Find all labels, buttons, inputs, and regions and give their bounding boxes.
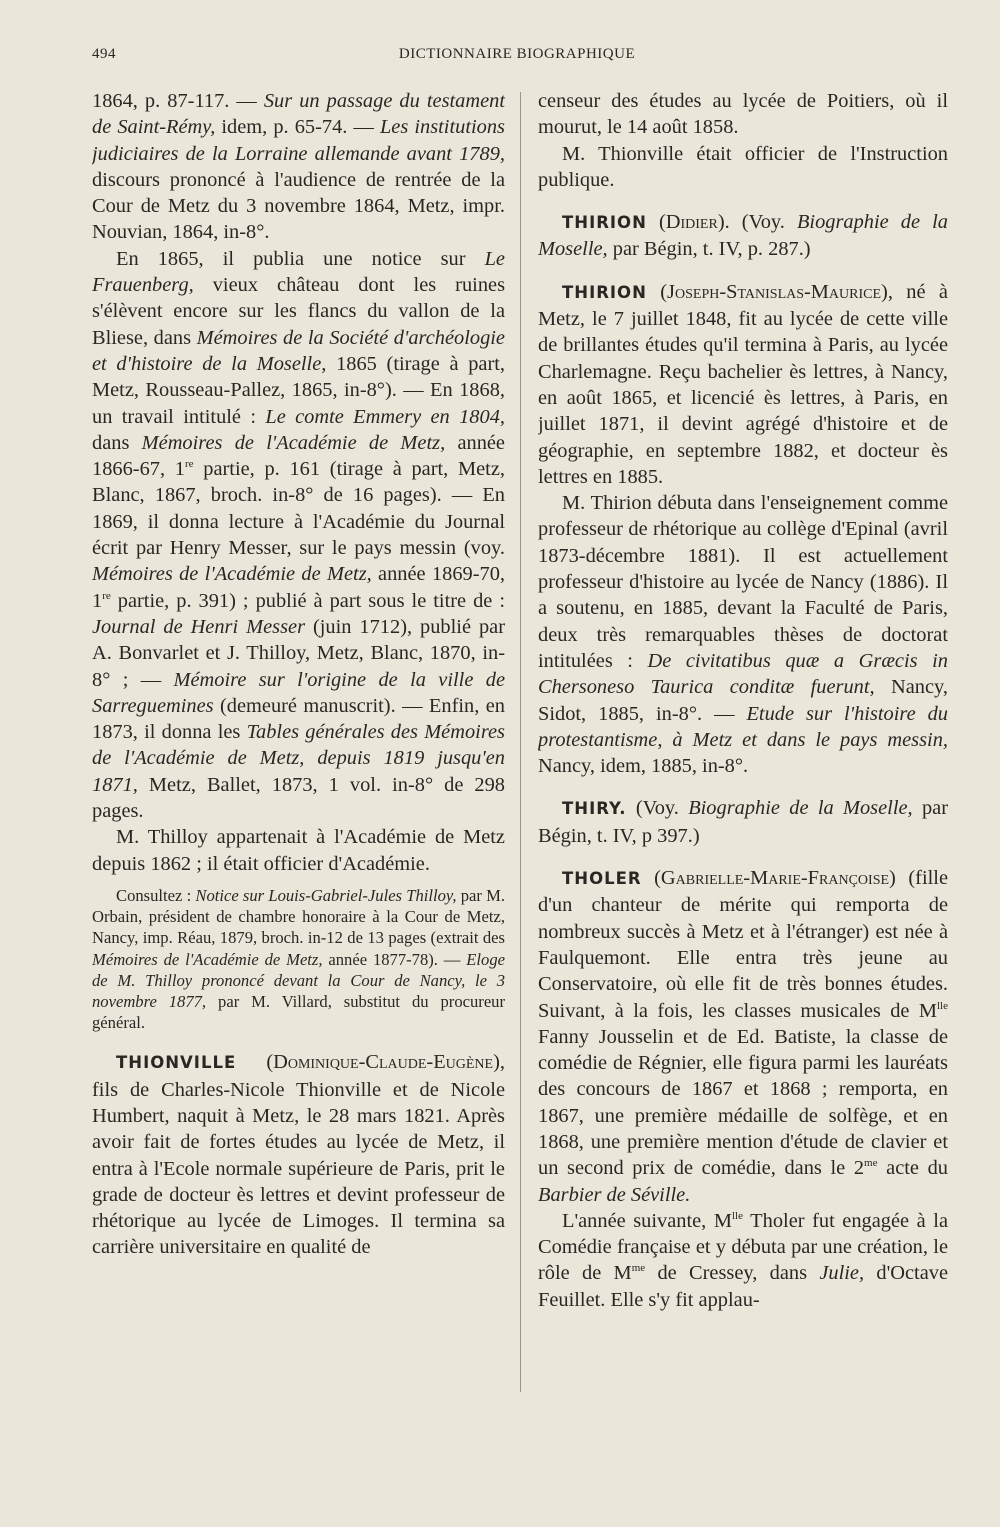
- text-run: par Bégin, t. IV, p 397.): [538, 797, 948, 847]
- text-run: Fanny Jousselin et de Ed. Batiste, la classe de comédie de Régnier, elle figura parmi les lauréats des concours de 1867 et 1868 ; remporta, en 1867, une première médaille de solfège, et en 1868, une première mention d'étude de clavier et un second prix de comédie, dans le 2: [538, 1025, 948, 1180]
- entry-thiry: [538, 795, 948, 849]
- work-title: Le Frauenberg,: [92, 247, 505, 297]
- text-run: Nancy, idem, 1885, in-8°.: [538, 755, 749, 778]
- entry-thirion-joseph: [538, 279, 948, 490]
- work-title: Julie,: [819, 1262, 865, 1285]
- superscript: lle: [937, 999, 948, 1012]
- text-run: année 1866-67, 1: [92, 431, 505, 481]
- text-run: (Voy.: [729, 211, 797, 234]
- text-run: dans: [92, 431, 142, 454]
- text-run: (fille d'un chanteur de mérite qui remporta de nombreux succès à Metz et à l'étranger) est née à Faulquemont. Elle entra très jeune au Conservatoire, où elle fit de très bonnes études. Suivant, à la fois, les classes musicales de M: [538, 867, 948, 1022]
- headword: THIONVILLE: [116, 1053, 237, 1073]
- text-run: de Cressey, dans: [645, 1262, 820, 1285]
- text-run: En 1865, il publia une notice sur: [116, 247, 485, 270]
- text-run: par M. Villard, substitut du procureur général.: [92, 991, 505, 1033]
- spacer: [538, 849, 948, 865]
- text-run: 1865 (tirage à part, Metz, Rousseau-Pallez, 1865, in-8°). — En 1868, un travail intitulé :: [92, 352, 505, 428]
- work-title: Mémoires de l'Académie de Metz,: [92, 949, 323, 969]
- work-title: Biographie de la Moselle,: [538, 211, 948, 261]
- thilloy-publications-paragraph: [92, 246, 505, 825]
- thionville-paragraph-2: M. Thionville était officier de l'Instruction publique.: [538, 142, 948, 191]
- spacer: [92, 1033, 505, 1049]
- text-run: fils de Charles-Nicole Thionville et de Nicole Humbert, naquit à Metz, le 28 mars 1821. Après avoir fait de fortes études au lycée de Metz, il entra à l'Ecole normale supérieure de Paris, prit le grade de docteur ès lettres et devint professeur de rhétorique au lycée de Limoges. Il termina sa carrière universitaire en qualité de: [92, 1078, 505, 1259]
- entry-tholer: [538, 865, 948, 1208]
- work-title: De civitatibus quæ a Græcis in Chersoneso Taurica conditæ fuerunt,: [538, 649, 948, 699]
- text-run: par Bégin, t. IV, p. 287.): [607, 238, 811, 261]
- column-divider: [520, 92, 521, 1392]
- text-run: année 1869-70, 1: [92, 563, 505, 612]
- text-run: partie, p. 391) ; publié à part sous le titre de :: [110, 589, 505, 612]
- thilloy-academy-paragraph: M. Thilloy appartenait à l'Académie de Metz depuis 1862 ; il était officier d'Académie.: [92, 826, 505, 875]
- given-names: (Gabrielle-Marie-Françoise): [654, 867, 896, 890]
- work-title: Barbier de Séville.: [538, 1183, 691, 1206]
- text-run: discours prononcé à l'audience de rentrée de la Cour de Metz du 3 novembre 1864, Metz, impr. Nouvian, 1864, in-8°.: [92, 168, 505, 244]
- page-header: [92, 46, 942, 72]
- work-title: Mémoires de l'Académie de Metz,: [92, 563, 372, 586]
- headword: THIRION: [562, 213, 647, 233]
- given-names: (Didier).: [658, 211, 730, 234]
- text-run: vieux château dont les ruines s'élèvent encore sur les flancs du vallon de la Bliese, dans: [92, 274, 505, 349]
- work-title: Mémoires de l'Académie de Metz,: [141, 431, 446, 454]
- work-title: Mémoire sur l'origine de la ville de Sarreguemines: [92, 668, 505, 717]
- thilloy-works-paragraph: [92, 88, 505, 246]
- work-title: Sur un passage du testament de Saint-Rémy,: [92, 90, 505, 139]
- text-run: (demeuré manuscrit). — Enfin, en 1873, il donna les: [92, 694, 505, 744]
- text-run: Tholer fut engagée à la Comédie française et y débuta par une création, le rôle de M: [538, 1209, 948, 1285]
- entry-thirion-didier: [538, 209, 948, 263]
- text-run: Consultez :: [116, 885, 196, 905]
- thilloy-sources-note: [92, 885, 505, 1033]
- work-title: Eloge de M. Thilloy prononcé devant la Cour de Nancy, le 3 novembre 1877,: [92, 949, 505, 1011]
- work-title: Notice sur Louis-Gabriel-Jules Thilloy,: [195, 885, 457, 905]
- text-run: Metz, Ballet, 1873, 1 vol. in-8° de 298 pages.: [92, 773, 505, 823]
- text-run: né à Metz, le 7 juillet 1848, fit au lycée de cette ville de brillantes études qu'il termina à Paris, au lycée Charlemagne. Reçu bachelier ès lettres, à Nancy, en août 1865, et licencié ès lettres, à Paris, en juillet 1871, il devint agrégé d'histoire et de géographie, en septembre 1882, et docteur ès lettres en 1885.: [538, 280, 948, 488]
- superscript: re: [184, 458, 194, 471]
- text-run: partie, p. 161 (tirage à part, Metz, Blanc, 1867, broch. in-8° de 16 pages). — En 1869, il donna lecture à l'Académie du Journal écrit par Henry Messer, sur le pays messin (voy.: [92, 458, 505, 560]
- thirion-career-paragraph: [538, 490, 948, 779]
- text-run: 1864, p. 87-117. —: [92, 90, 264, 112]
- work-title: Le comte Emmery en 1804,: [265, 405, 505, 428]
- superscript: re: [102, 589, 111, 602]
- text-run: (Voy.: [626, 797, 689, 820]
- text-run: acte du: [877, 1157, 948, 1180]
- right-column: [538, 88, 948, 1498]
- spacer: [538, 263, 948, 279]
- superscript: me: [864, 1157, 878, 1170]
- text-run: L'année suivante, M: [562, 1209, 732, 1232]
- superscript: lle: [731, 1210, 743, 1223]
- text-run: idem, p. 65-74. —: [215, 116, 380, 139]
- page-number: 494: [92, 46, 116, 62]
- given-names: (Joseph-Stanislas-Maurice),: [660, 280, 893, 303]
- entry-thionville: [92, 1049, 505, 1260]
- spacer: [538, 193, 948, 209]
- left-column: [92, 88, 505, 1498]
- given-names: (Dominique-Claude-Eugène),: [266, 1051, 505, 1074]
- text-run: année 1877-78). —: [322, 949, 467, 969]
- work-title: Biographie de la Moselle,: [688, 797, 913, 820]
- text-run: par M. Orbain, président de chambre honoraire à la Cour de Metz, Nancy, imp. Réau, 1879, broch. in-12 de 13 pages (extrait des: [92, 885, 505, 948]
- headword: THIRION: [562, 282, 647, 302]
- work-title: Tables générales des Mémoires de l'Académie de Metz, depuis 1819 jusqu'en 1871,: [92, 721, 505, 796]
- running-head: DICTIONNAIRE BIOGRAPHIQUE: [398, 46, 636, 62]
- work-title: Journal de Henri Messer: [92, 615, 305, 638]
- work-title: Les institutions judiciaires de la Lorraine allemande avant 1789,: [92, 116, 505, 165]
- work-title: Mémoires de la Société d'archéologie et d'histoire de la Moselle,: [92, 326, 505, 375]
- text-run: Nancy, Sidot, 1885, in-8°. —: [538, 676, 948, 725]
- thionville-continuation: censeur des études au lycée de Poitiers, où il mourut, le 14 août 1858.: [538, 90, 948, 139]
- text-run: M. Thirion débuta dans l'enseignement comme professeur de rhétorique au collège d'Epinal (avril 1873-décembre 1881). Il est actuellement professeur d'histoire au lycée de Nancy (1886). Il a soutenu, en 1885, devant la Faculté de Paris, deux très remarquables thèses de doctorat intitulées :: [538, 492, 948, 672]
- work-title: Etude sur l'histoire du protestantisme, à Metz et dans le pays messin,: [538, 702, 948, 751]
- text-run: (juin 1712), publié par A. Bonvarlet et J. Thilloy, Metz, Blanc, 1870, in-8° ; —: [92, 615, 505, 691]
- superscript: me: [631, 1262, 646, 1275]
- headword: THOLER: [562, 869, 642, 889]
- spacer: [538, 779, 948, 795]
- headword: THIRY.: [562, 799, 627, 819]
- tholer-paragraph-2: [538, 1208, 948, 1313]
- text-run: d'Octave Feuillet. Elle s'y fit applau-: [538, 1262, 948, 1311]
